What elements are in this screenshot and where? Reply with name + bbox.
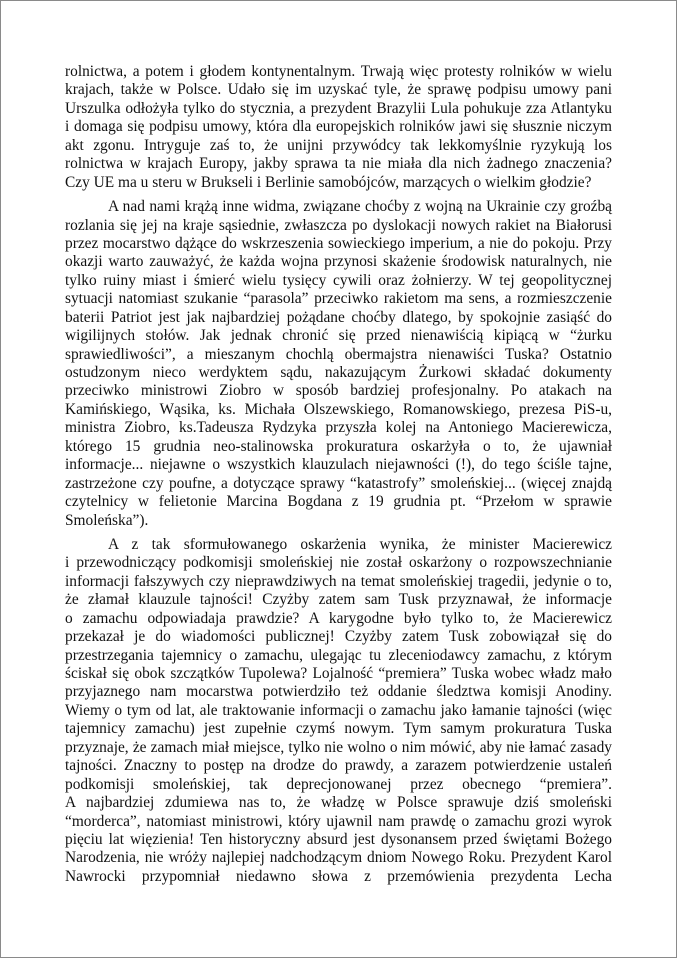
text-line: Smoleńska”). — [65, 511, 149, 529]
text-line: przyznaje, że zamach miał miejsce, tylko nie wolno o nim mówić, aby nie łamać zasady — [65, 738, 612, 756]
text-line: Nawrocki przypomniał niedawno słowa z przemówienia prezydenta Lecha — [65, 867, 612, 885]
text-line: rolnictwa, a potem i głodem kontynentalnym. Trwają więc protesty rolników w wielu — [65, 63, 612, 80]
text-line: A z tak sformułowanego oskarżenia wynika, że minister Macierewicz — [108, 535, 612, 553]
text-line: i domaga się podpisu umowy, która dla europejskich rolników jawi się słusznie niczym — [65, 118, 612, 136]
paragraph-1 — [65, 63, 612, 192]
paragraph-2 — [65, 198, 612, 530]
text-line: rozlania się jej na kraje sąsiednie, zwłaszcza po dyslokacji nowych rakiet na Białorusi — [65, 216, 612, 234]
text-line: o zamachu odpowiadaja prawdzie? A karygodne było tylko to, że Macierewicz — [65, 609, 612, 627]
text-line: Wiemy o tym od lat, ale traktowanie informacji o zamachu jako łamanie tajności (więc — [65, 701, 612, 719]
text-line: przekazał je do wiadomości publicznej! Czyżby zatem Tusk zobowiązał się do — [65, 628, 612, 646]
text-line: sytuacji natomiast szukanie “parasola” przeciwko rakietom ma sens, a rozmieszczenie — [65, 290, 612, 308]
text-line: tajności. Znaczny to postęp na drodze do prawdy, a zarazem potwierdzenie ustaleń — [65, 757, 612, 775]
text-line: i przewodniczący podkomisji smoleńskiej nie został oskarżony o rozpowszechnianie — [65, 554, 612, 572]
text-line: tajemnicy zamachu) jest zupełnie czymś nowym. Tym samym prokuratura Tuska — [65, 720, 612, 738]
text-line: przez mocarstwo dążące do wskrzeszenia sowieckiego imperium, a nie do pokoju. Przy — [65, 234, 612, 252]
text-line: informacje... niejawne o wszystkich klauzulach niejawności (!), do tego ściśle tajne, — [65, 456, 612, 474]
text-line: pięciu lat więzienia! Ten historyczny absurd jest dysonansem przed świętami Bożego — [65, 830, 612, 848]
text-line: czytelnicy w felietonie Marcina Bogdana z 19 grudnia pt. “Przełom w sprawie — [65, 493, 612, 511]
document-body — [65, 63, 612, 892]
text-line: “morderca”, natomiast ministrowi, który ujawnil nam prawdę o zamachu grozi wyrok — [65, 812, 612, 830]
text-line: baterii Patriot jest jak najbardziej pożądane choćby dlatego, by spokojnie zasiąść do — [65, 308, 612, 326]
text-line: informacji fałszywych czy nieprawdziwych na temat smoleńskiej tragedii, jedynie o to, — [65, 572, 612, 590]
text-line: sprawiedliwości”, a mieszanym chochlą obermajstra nienawiści Tuska? Ostatnio — [65, 345, 612, 363]
text-line: tylko ruiny miast i śmierć wielu tysięcy cywili oraz żołnierzy. W tej geopolitycznej — [65, 271, 612, 289]
text-line: przyjaznego nam mocarstwa potwierdziło też oddanie śledztwa komisji Anodiny. — [65, 683, 612, 701]
text-line: akt zgonu. Intryguje zaś to, że unijni przywódcy tak lekkomyślnie ryzykują los — [65, 136, 612, 154]
text-line: przeciwko ministrowi Ziobro w sposób bardziej profesjonalny. Po atakach na — [65, 382, 612, 400]
text-line: Czy UE ma u steru w Brukseli i Berlinie samobójców, marzących o wielkim głodzie? — [65, 173, 592, 191]
text-line: wigilijnych stołów. Jak jednak chronić się przed nienawiścią kipiącą w “żurku — [65, 327, 612, 345]
text-line: okazji warto zauważyć, że każda wojna przynosi skażenie środowisk naturalnych, nie — [65, 253, 612, 271]
text-line: przestrzegania tajemnicy o zamachu, ulegając tu zleceniodawcy zamachu, z którym — [65, 646, 612, 664]
text-line: A nad nami krążą inne widma, związane choćby z wojną na Ukrainie czy groźbą — [108, 198, 612, 216]
text-line: rolnictwa w krajach Europy, jakby sprawa ta nie miała dla nich żadnego znaczenia? — [65, 155, 612, 173]
text-line: że złamał klauzule tajności! Czyżby zatem sam Tusk przyznawał, że informacje — [65, 591, 612, 609]
text-line: krajach, także w Polsce. Udało się im uzyskać tyle, że sprawę podpisu umowy pani — [65, 81, 612, 99]
text-line: A najbardziej zdumiewa nas to, że władzę w Polsce sprawuje dziś smoleński — [65, 794, 612, 812]
text-line: ściskał się obok szczątków Tupolewa? Lojalność “premiera” Tuska wobec władz mało — [65, 665, 612, 682]
text-line: zastrzeżone czy poufne, a dotyczące sprawy “katastrofy” smoleńskiej... (więcej znajdą — [65, 474, 612, 492]
text-line: Narodzenia, nie wróży najlepiej nadchodzącym dniom Nowego Roku. Prezydent Karol — [65, 849, 612, 867]
text-line: ostudzonym nieco werdyktem sądu, nakazującym Żurkowi składać dokumenty — [65, 364, 612, 381]
text-line: podkomisji smoleńskiej, tak deprecjonowanej przez obecnego “premiera”. — [65, 775, 612, 793]
text-line: którego 15 grudnia neo-stalinowska prokuratura oskarżyła o to, że ujawniał — [65, 437, 612, 455]
text-line: Urszulka odłożyła tylko do stycznia, a prezydent Brazylii Lula pohukuje zza Atlantyku — [65, 99, 612, 117]
text-line: ministra Ziobro, ks.Tadeusza Rydzyka przyszła kolej na Antoniego Macierewicza, — [65, 419, 612, 437]
paragraph-3 — [65, 536, 612, 886]
text-line: Kamińskiego, Wąsika, ks. Michała Olszewskiego, Romanowskiego, prezesa PiS-u, — [65, 400, 612, 418]
